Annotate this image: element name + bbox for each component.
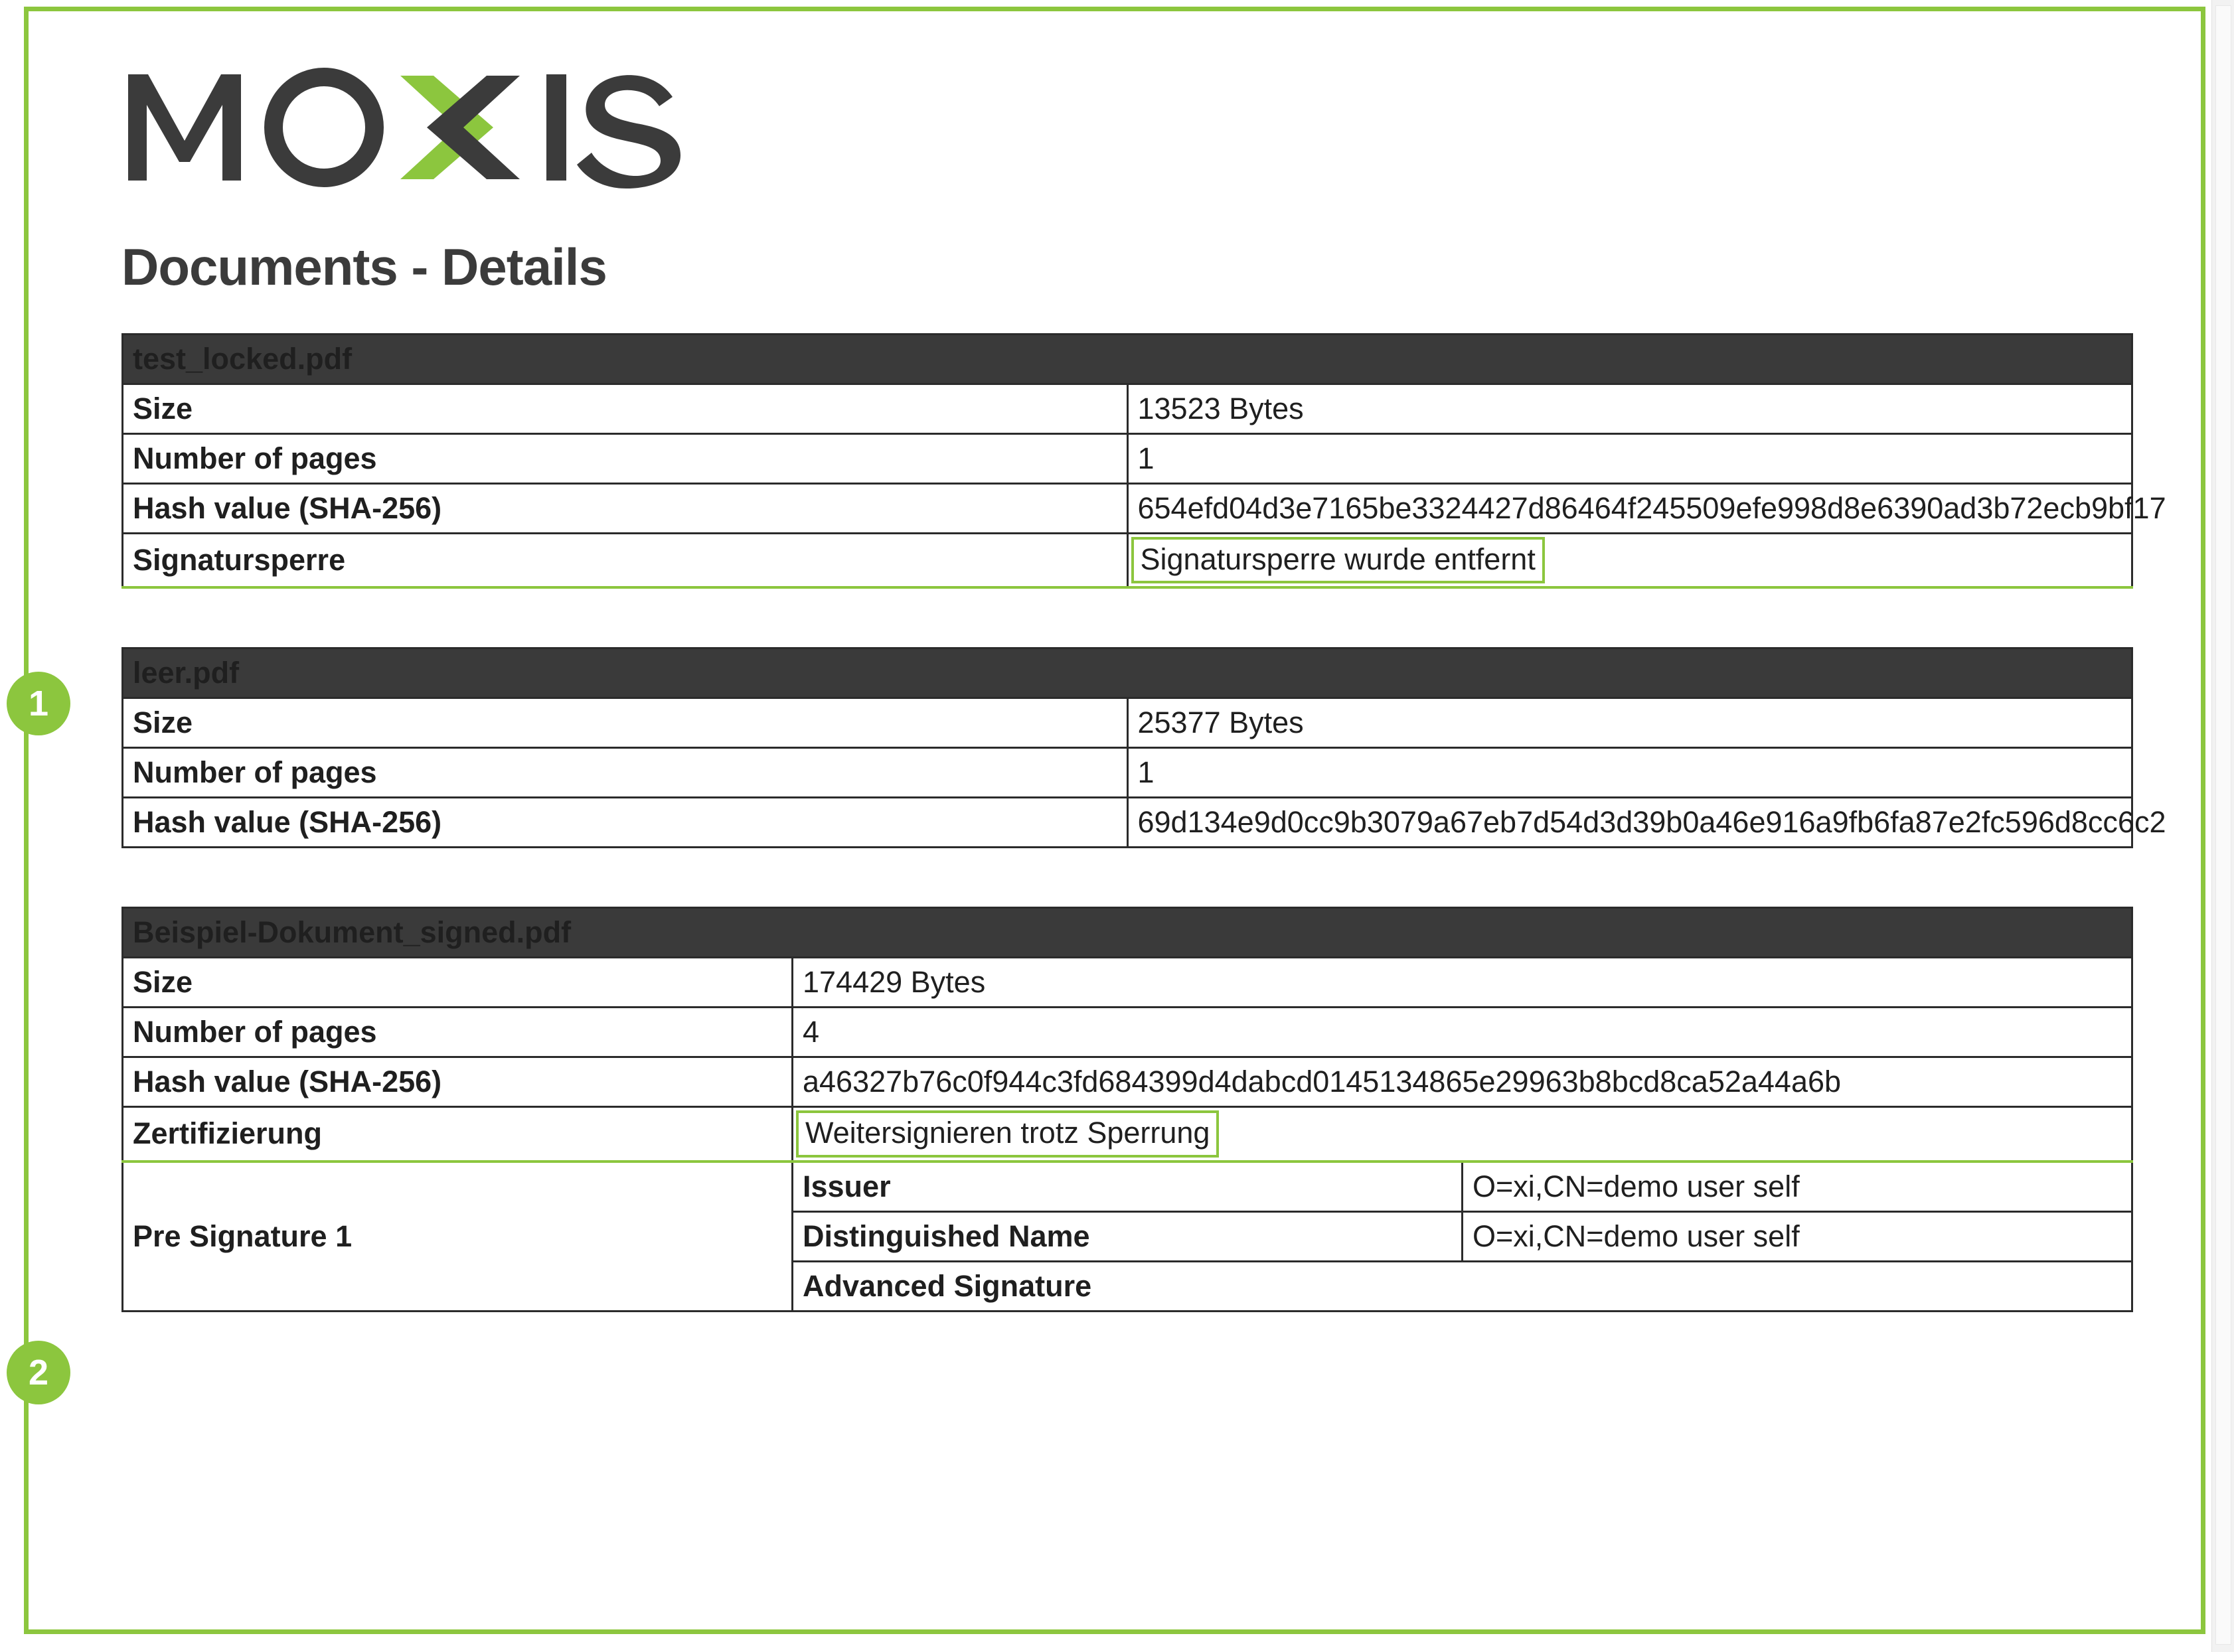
table-row — [123, 748, 2132, 798]
row-value-highlighted — [1127, 534, 2132, 588]
highlighted-value: Weitersignieren trotz Sperrung — [796, 1110, 1219, 1157]
row-label: Number of pages — [123, 434, 1128, 484]
document-table-leer — [121, 647, 2166, 848]
table-row — [123, 484, 2132, 534]
document-content — [121, 58, 2166, 1371]
document-table-beispiel-signed — [121, 907, 2133, 1312]
row-label: Number of pages — [123, 1008, 793, 1057]
signature-type: Advanced Signature — [793, 1261, 2132, 1311]
page-title: Documents - Details — [121, 238, 607, 296]
row-label: Hash value (SHA-256) — [123, 798, 1128, 848]
row-value: 69d134e9d0cc9b3079a67eb7d54d3d39b0a46e916a9fb6fa87e2fc596d8cc6c2 — [1127, 798, 2132, 848]
row-value: 25377 Bytes — [1127, 698, 2132, 748]
row-label: Size — [123, 958, 793, 1008]
table-row — [123, 798, 2132, 848]
scrollbar-thumb[interactable] — [2215, 5, 2231, 1645]
table-row — [123, 1057, 2132, 1107]
row-label: Number of pages — [123, 748, 1128, 798]
document-table-test-locked — [121, 333, 2166, 589]
table-row — [123, 384, 2132, 434]
row-label: Size — [123, 384, 1128, 434]
moxis-logo — [121, 58, 2140, 197]
row-value: a46327b76c0f944c3fd684399d4dabcd0145134865e29963b8bcd8ca52a44a6b — [793, 1057, 2132, 1107]
row-value: 1 — [1127, 434, 2132, 484]
row-value: 174429 Bytes — [793, 958, 2132, 1008]
row-label: Size — [123, 698, 1128, 748]
document-filename: test_locked.pdf — [123, 335, 2132, 384]
signature-row — [123, 1162, 2132, 1212]
scrollbar-track[interactable] — [2211, 0, 2234, 1652]
highlighted-value: Signatursperre wurde entfernt — [1131, 537, 1545, 583]
table-header-row — [123, 908, 2132, 958]
row-value: 654efd04d3e7165be3324427d86464f245509efe998d8e6390ad3b72ecb9bf17 — [1127, 484, 2132, 534]
row-value-highlighted — [793, 1107, 2132, 1162]
signature-field-label: Issuer — [793, 1162, 1463, 1212]
row-value: 13523 Bytes — [1127, 384, 2132, 434]
table-row — [123, 698, 2132, 748]
signature-field-value: O=xi,CN=demo user self — [1463, 1211, 2132, 1261]
row-label: Signatursperre — [123, 534, 1128, 588]
row-label: Zertifizierung — [123, 1107, 793, 1162]
row-value: 4 — [793, 1008, 2132, 1057]
signature-field-value: O=xi,CN=demo user self — [1463, 1162, 2132, 1212]
table-row-signatursperre — [123, 534, 2132, 588]
table-header-row — [123, 335, 2132, 384]
callout-badge-2: 2 — [7, 1341, 70, 1404]
row-label: Hash value (SHA-256) — [123, 1057, 793, 1107]
row-value: 1 — [1127, 748, 2132, 798]
signature-name: Pre Signature 1 — [123, 1162, 793, 1312]
document-filename: leer.pdf — [123, 648, 2132, 698]
page-frame — [24, 7, 2205, 1634]
table-row — [123, 1008, 2132, 1057]
document-filename: Beispiel-Dokument_signed.pdf — [123, 908, 2132, 958]
table-row — [123, 958, 2132, 1008]
table-row — [123, 434, 2132, 484]
callout-badge-1: 1 — [7, 672, 70, 735]
row-label: Hash value (SHA-256) — [123, 484, 1128, 534]
signature-field-label: Distinguished Name — [793, 1211, 1463, 1261]
table-row-zertifizierung — [123, 1107, 2132, 1162]
moxis-logo-icon — [121, 61, 692, 194]
table-header-row — [123, 648, 2132, 698]
